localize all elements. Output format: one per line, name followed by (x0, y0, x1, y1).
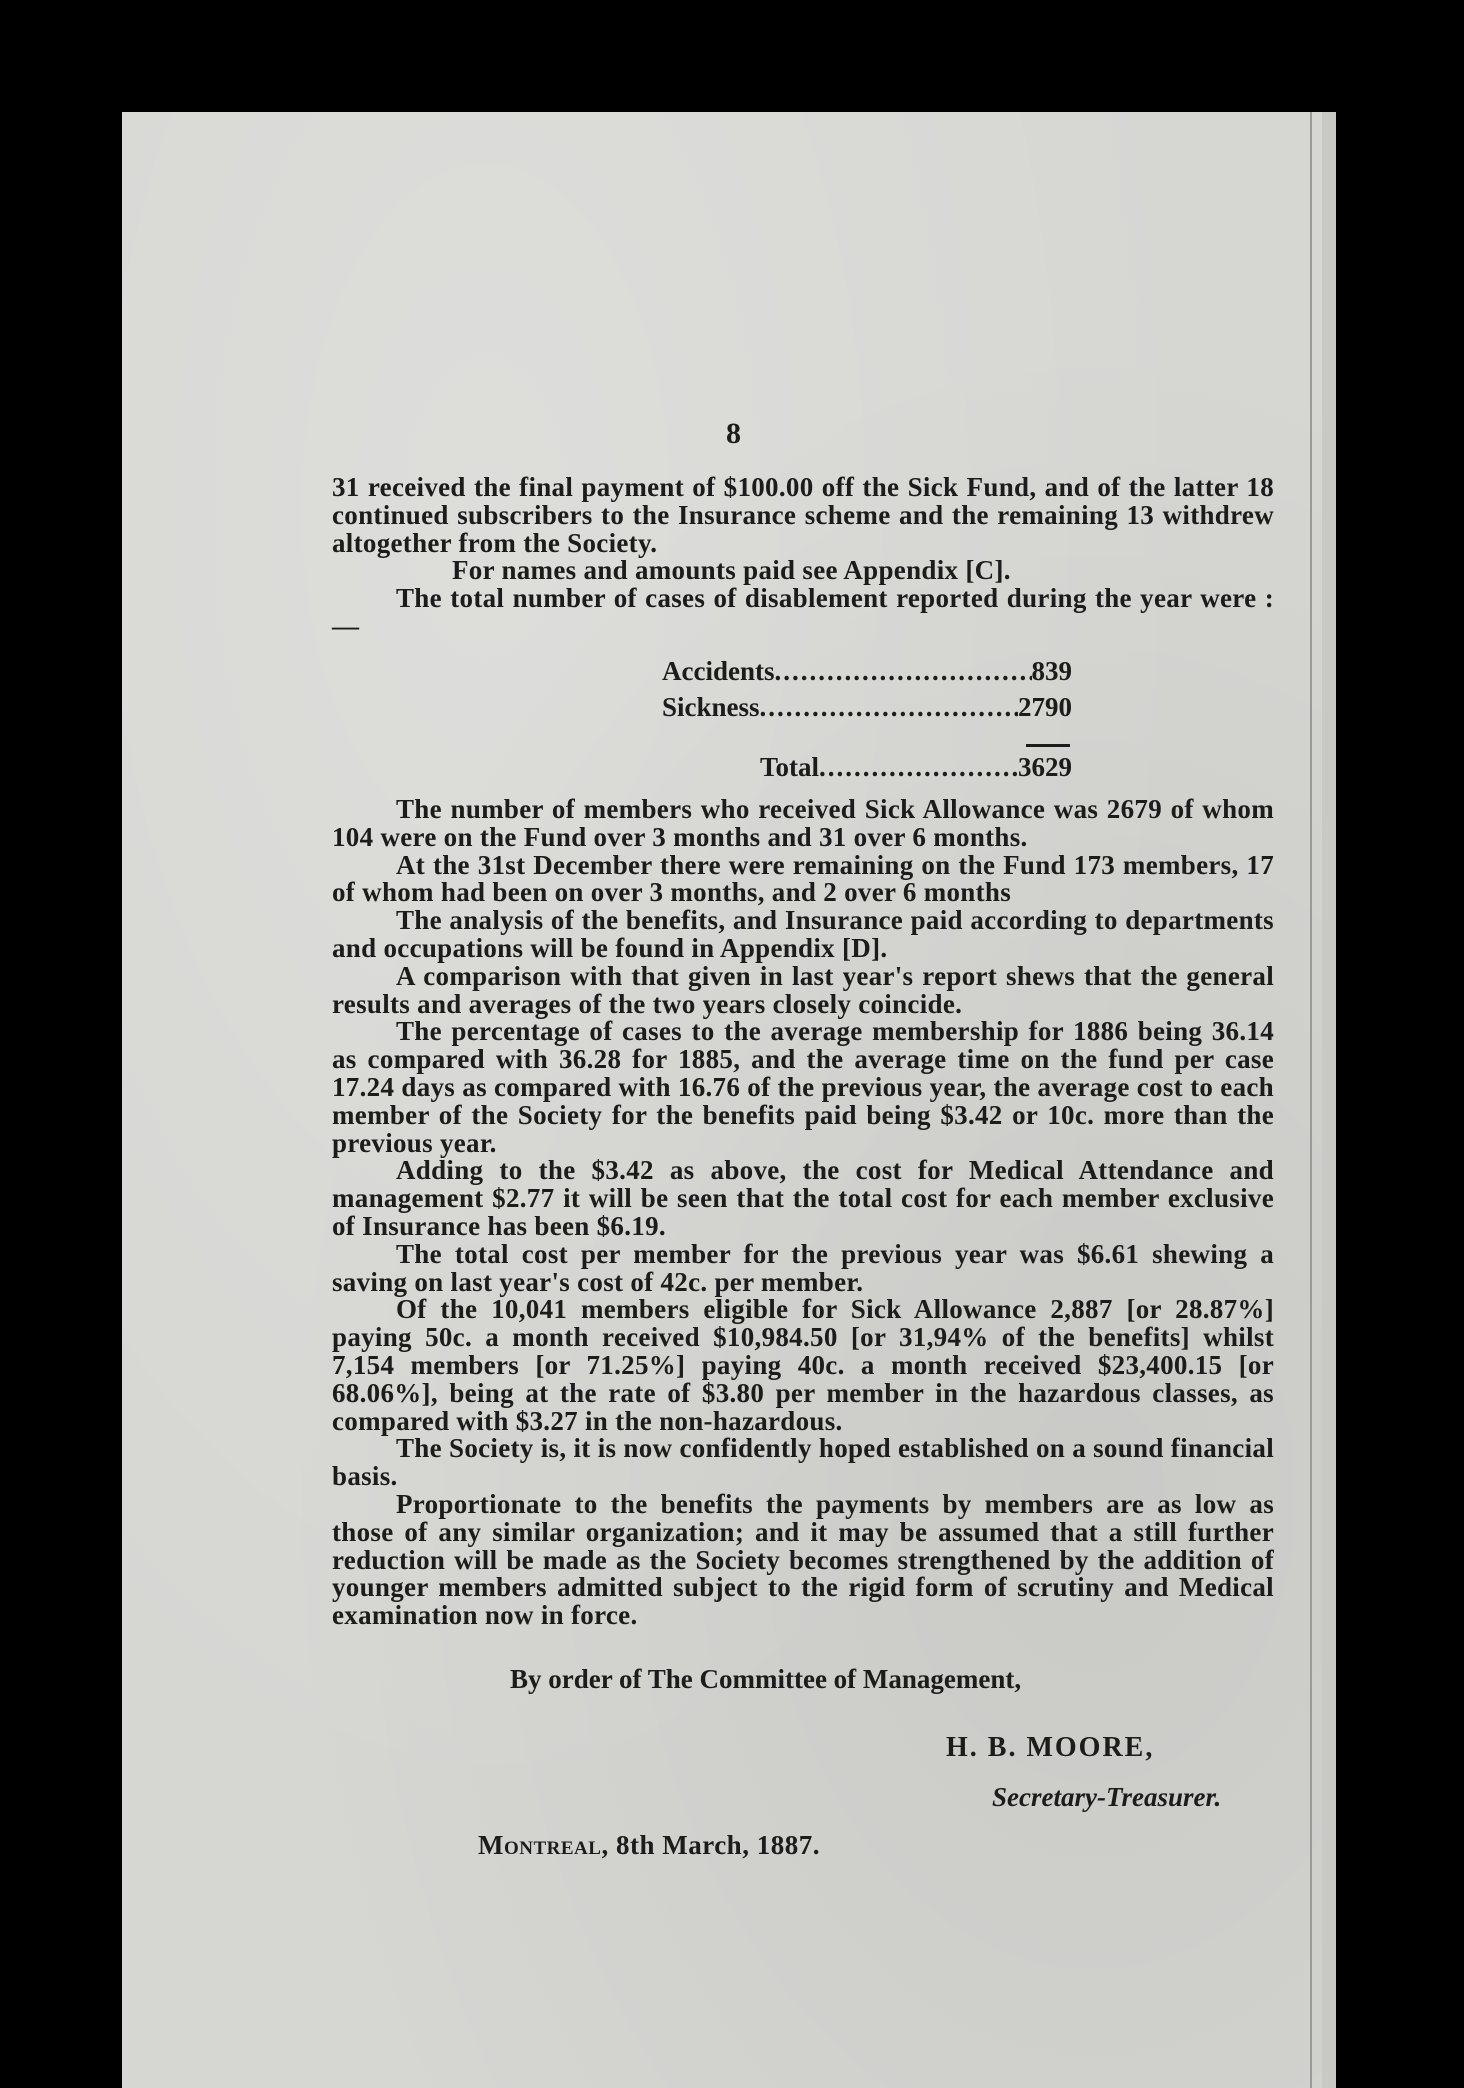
date: 8th March, 1887. (615, 1830, 820, 1860)
stat-label: Sickness (662, 692, 760, 722)
place-date (478, 1832, 820, 1860)
place: Montreal, (478, 1830, 609, 1860)
page-fold-line (1310, 112, 1312, 2088)
paragraph: The Society is, it is now confidently hoped established on a sound financial basis. (332, 1433, 1274, 1492)
stat-row-accidents (662, 658, 1072, 694)
paragraph: Of the 10,041 members eligible for Sick Allowance 2,887 [or 28.87%] paying 50c. a month received $10,984.50 [or 31,94% of the benefits] whilst 7,154 members [or 71.25%] paying 40c. a month received $23,400.15 [or 68.06%], being at the rate of $3.80 per member in the hazardous classes, as compared with $3.27 in the non-hazardous. (332, 1294, 1274, 1436)
total-value: 3629 (1018, 752, 1072, 782)
page-edge-strip (1322, 112, 1336, 2088)
total-label: Total (760, 752, 820, 782)
signer-name: H. B. MOORE, (946, 1732, 1155, 1763)
paragraph: The number of members who received Sick Allowance was 2679 of whom 104 were on the Fund over 3 months and 31 over 6 months. (332, 794, 1274, 852)
paragraph: The total cost per member for the previous year was $6.61 shewing a saving on last year's cost of 42c. per member. (332, 1238, 1274, 1297)
paragraph: At the 31st December there were remaining on the Fund 173 members, 17 of whom had been on over 3 months, and 2 over 6 months (332, 849, 1274, 908)
total-rule (1026, 744, 1070, 747)
signer-title: Secretary-Treasurer. (992, 1782, 1222, 1812)
paragraph: Proportionate to the benefits the payments by members are as low as those of any similar organization; and it may be assumed that a still further reduction will be made as the Society becomes strengthened by the addition of younger members admitted subject to the rigid form of scrutiny and Medical examination now in force. (332, 1488, 1274, 1631)
dot-leader (774, 658, 1031, 686)
total-line (760, 754, 1072, 790)
paragraph: Adding to the $3.42 as above, the cost for Medical Attendance and management $2.77 it will be seen that the total cost for each member exclusive of Insurance has been $6.19. (332, 1155, 1274, 1241)
stat-value: 2790 (1018, 692, 1072, 722)
paragraph: For names and amounts paid see Appendix [C]. (452, 555, 1011, 586)
paragraph: A comparison with that given in last year's report shews that the general results and averages of the two years closely coincide. (332, 960, 1274, 1019)
stat-value: 839 (1031, 656, 1072, 686)
body-text-top (332, 474, 1274, 641)
page-number: 8 (726, 417, 741, 450)
dot-leader (819, 754, 1018, 782)
disablement-table (662, 658, 1072, 730)
document-page (122, 112, 1336, 2088)
paragraph: The analysis of the benefits, and Insurance paid according to departments and occupations will be found in Appendix [D]. (332, 905, 1274, 963)
paragraph: The percentage of cases to the average membership for 1886 being 36.14 as compared with 36.28 for 1885, and the average time on the fund per case 17.24 days as compared with 16.76 of the previous year, the average cost to each member of the Society for the benefits paid being $3.42 or 10c. more than the previous year. (332, 1016, 1274, 1158)
body-text-main (332, 796, 1274, 1630)
stat-row-total (760, 754, 1072, 790)
paragraph: The total number of cases of disablement reported during the year were :— (332, 583, 1274, 641)
stat-label: Accidents (662, 656, 775, 686)
stat-row-sickness (662, 694, 1072, 730)
closing-line: By order of The Committee of Management, (510, 1664, 1022, 1694)
paragraph: 31 received the final payment of $100.00 off the Sick Fund, and of the latter 18 continued subscribers to the Insurance scheme and the remaining 13 withdrew altogether from the Society. (332, 472, 1274, 558)
dot-leader (760, 694, 1018, 722)
